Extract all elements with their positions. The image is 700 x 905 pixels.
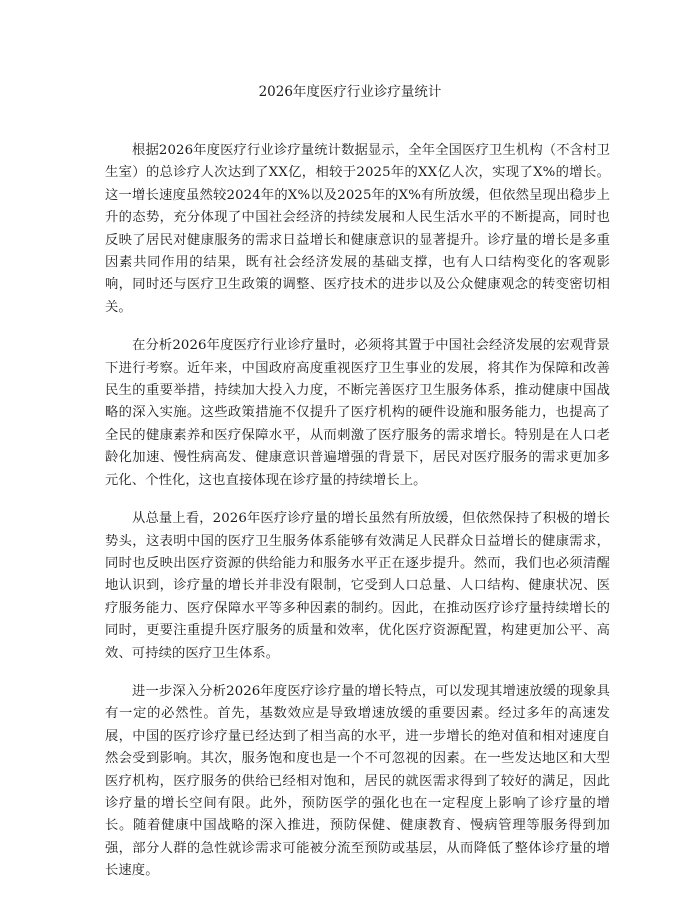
paragraph-2: 在分析2026年度医疗行业诊疗量时，必须将其置于中国社会经济发展的宏观背景下进行考察。近年来，中国政府高度重视医疗卫生事业的发展，将其作为保障和改善民生的重要举措，持续加大投入力度，不断完善医疗卫生服务体系，推动健康中国战略的深入实施。这些政策措施不仅提升了医疗机构的硬件设施和服务能力，也提高了全民的健康素养和医疗保障水平，从而刺激了医疗服务的需求增长。特别是在人口老龄化加速、慢性病高发、健康意识普遍增强的背景下，居民对医疗服务的需求更加多元化、个性化，这也直接体现在诊疗量的持续增长上。 bbox=[105, 338, 610, 488]
paragraph-3: 从总量上看，2026年医疗诊疗量的增长虽然有所放缓，但依然保持了积极的增长势头，这表明中国的医疗卫生服务体系能够有效满足人民群众日益增长的健康需求，同时也反映出医疗资源的供给能力和服务水平正在逐步提升。然而，我们也必须清醒地认识到，诊疗量的增长并非没有限制，它受到人口总量、人口结构、健康状况、医疗服务能力、医疗保障水平等多种因素的制约。因此，在推动医疗诊疗量持续增长的同时，更要注重提升医疗服务的质量和效率，优化医疗资源配置，构建更加公平、高效、可持续的医疗卫生体系。 bbox=[105, 511, 610, 661]
paragraph-4: 进一步深入分析2026年度医疗诊疗量的增长特点，可以发现其增速放缓的现象具有一定的必然性。首先，基数效应是导致增速放缓的重要因素。经过多年的高速发展，中国的医疗诊疗量已经达到了相当高的水平，进一步增长的绝对值和相对速度自然会受到影响。其次，服务饱和度也是一个不可忽视的因素。在一些发达地区和大型医疗机构，医疗服务的供给已经相对饱和，居民的就医需求得到了较好的满足，因此诊疗量的增长空间有限。此外，预防医学的强化也在一定程度上影响了诊疗量的增长。随着健康中国战略的深入推进，预防保健、健康教育、慢病管理等服务得到加强，部分人群的急性就诊需求可能被分流至预防或基层，从而降低了整体诊疗量的增长速度。 bbox=[105, 683, 610, 879]
document-body bbox=[105, 140, 610, 899]
document-title: 2026年度医疗行业诊疗量统计 bbox=[258, 84, 442, 100]
paragraph-1: 根据2026年度医疗行业诊疗量统计数据显示，全年全国医疗卫生机构（不含村卫生室）的总诊疗人次达到了XX亿，相较于2025年的XX亿人次，实现了X%的增长。这一增长速度虽然较2024年的X%以及2025年的X%有所放缓，但依然呈现出稳步上升的态势，充分体现了中国社会经济的持续发展和人民生活水平的不断提高，同时也反映了居民对健康服务的需求日益增长和健康意识的显著提升。诊疗量的增长是多重因素共同作用的结果，既有社会经济发展的基础支撑，也有人口结构变化的客观影响，同时还与医疗卫生政策的调整、医疗技术的进步以及公众健康观念的转变密切相关。 bbox=[105, 143, 610, 315]
